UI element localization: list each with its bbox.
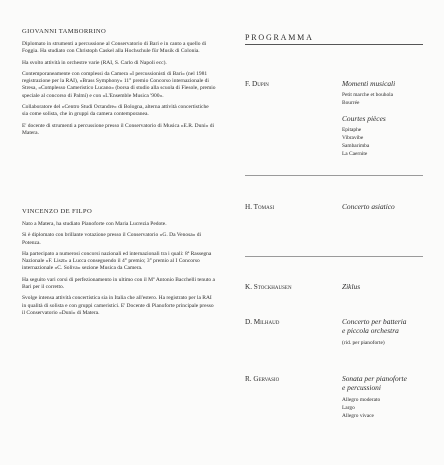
- composer-name: D. Milhaud: [245, 318, 280, 326]
- piece-title: Concerto asiatico: [342, 202, 395, 211]
- movement: Bourrée: [342, 100, 360, 106]
- bio-paragraph: Svolge intensa attività concertistica sia in Italia che all'estero. Ha registrato per la RAI in qualità di solista e con gruppi cameristici. E' Docente di Pianoforte principale presso il Conservatorio «Duni» di Matera.: [22, 295, 214, 316]
- section-divider: [245, 175, 423, 176]
- piece-title: Ziklus: [342, 282, 361, 291]
- movement: Vibravibe: [342, 135, 364, 141]
- composer-name: F. Dupin: [245, 80, 269, 88]
- programma-title: PROGRAMMA: [245, 33, 314, 42]
- bio-paragraph: Collaboratore del «Centro Studi Octandre» di Bologna, alterna attività concertistiche sia come solista, che in gruppi da camera contemporanea.: [22, 104, 209, 118]
- bio-paragraph: E' docente di strumenti a percussione presso il Conservatorio di Musica «E.R. Duni» di Matera.: [22, 122, 215, 136]
- bio-de-filpo: [22, 208, 216, 321]
- bio-paragraph: Nato a Matera, ha studiato Pianoforte con Maria Lucrezia Pedote.: [22, 221, 167, 227]
- piece-title-line2: e percussioni: [342, 383, 381, 392]
- movement: Epitaphe: [342, 127, 362, 133]
- movement: La Caernite: [342, 151, 368, 157]
- movement: Petit marche et bouhola: [342, 92, 394, 98]
- piece-title-line2: e piccola orchestra: [342, 326, 399, 335]
- piece-title: Courtes pièces: [342, 114, 386, 123]
- programma-column: [245, 0, 435, 465]
- movement: Sambarimba: [342, 143, 370, 149]
- movement: Allegro moderato: [342, 397, 381, 403]
- section-divider: [245, 256, 423, 257]
- bio-paragraph: Contemporaneamente con complessi da Camera «I percussionisti di Bari» (nel 1981 registrazione per la RAI), «Brass Symphony» 11° premio Concorso internazionale di Stresa, «Complesso Cameristico Lucano» (borsa di studio alla scuola di Fiesole, premio speciale al concorso di Palmi) e con «L'Ensemble Musica '900».: [22, 70, 216, 99]
- bio-name: VINCENZO DE FILPO: [22, 208, 93, 215]
- bio-paragraph: Diplomato in strumenti a percussione al Conservatorio di Bari e in canto a quello di Foggia. Ha studiato con Christoph Caskel alla Hochschule für Musik di Colonia.: [22, 41, 207, 55]
- composer-name: K. Stockhausen: [245, 283, 292, 291]
- movement: (rid. per pianoforte): [342, 340, 385, 346]
- bio-paragraph: Ha partecipato a numerosi concorsi nazionali ed internazionali tra i quali: 8ª Rassegna Nazionale «F. Liszt» a Lucca conseguendo il 4° premio; 3° premio al I Concorso internazionale «C. Soliva» sezione Musica da Camera.: [22, 250, 212, 272]
- piece-title: Concerto per batteria: [342, 317, 407, 326]
- composer-name: R. Gervasio: [245, 375, 280, 383]
- piece-title: Sonata per pianoforte: [342, 374, 407, 383]
- movement: Largo: [342, 405, 355, 411]
- bio-paragraph: Ha seguito vari corsi di perfezionamento in ultimo con il Mº Antonio Bacchelli tenuto a Bari per il corretto.: [22, 276, 215, 291]
- piece-title: Momenti musicali: [342, 79, 396, 88]
- composer-name: H. Tomasi: [245, 203, 275, 211]
- bio-tamborrino: [22, 28, 216, 141]
- movement: Allegro vivace: [342, 413, 374, 419]
- bio-paragraph: Ha svolto attività in orchestre varie (RAI, S. Carlo di Napoli ecc).: [22, 59, 167, 66]
- bio-name: GIOVANNI TAMBORRINO: [22, 28, 107, 35]
- bio-paragraph: Si è diplomato con brillante votazione presso il Conservatorio «G. Da Venosa» di Potenza.: [22, 232, 202, 246]
- title-divider: [245, 44, 423, 45]
